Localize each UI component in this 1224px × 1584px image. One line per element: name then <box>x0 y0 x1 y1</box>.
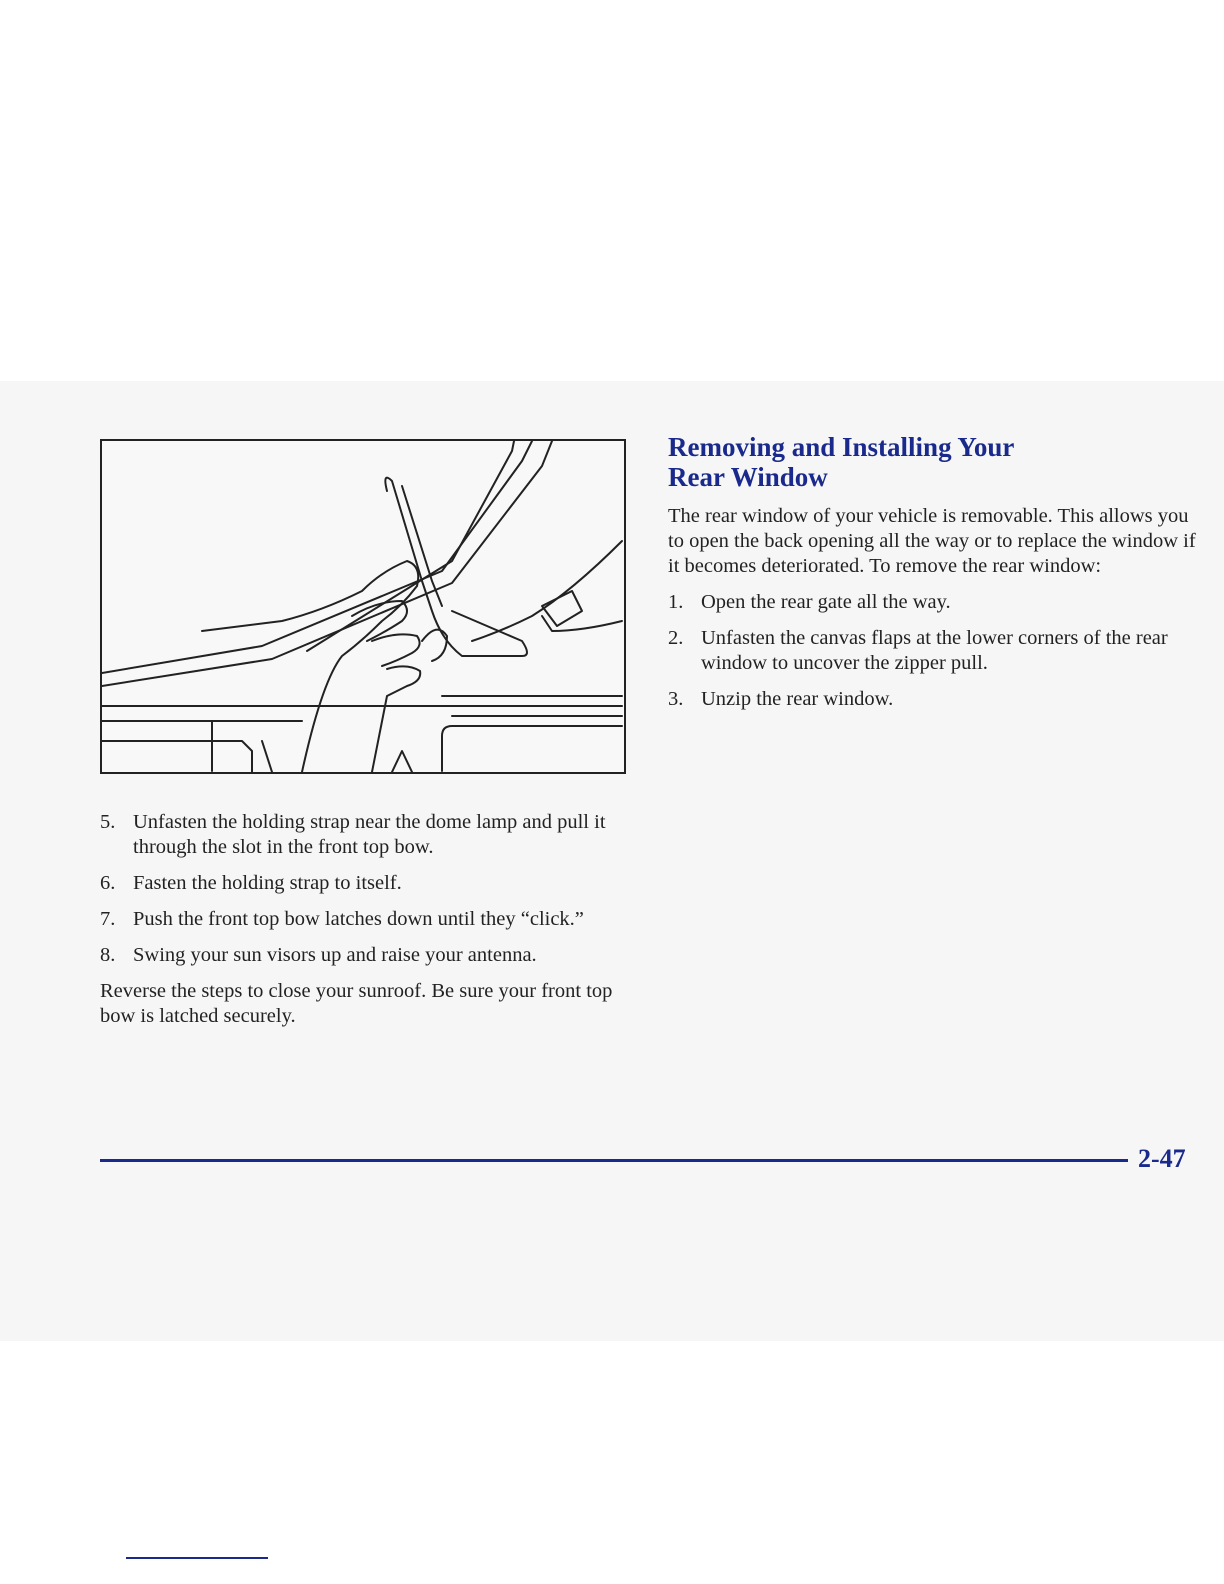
list-item: 1. Open the rear gate all the way. <box>668 591 951 613</box>
list-item: 8. Swing your sun visors up and raise your antenna. <box>100 944 537 966</box>
sunroof-steps-list <box>100 810 620 968</box>
strap-drawing-icon <box>102 441 624 772</box>
list-item: 5. Unfasten the holding strap near the dome lamp and pull it through the slot in the front top bow. <box>100 811 606 858</box>
list-item: 2. Unfasten the canvas flaps at the lower corners of the rear window to uncover the zipper pull. <box>668 627 1168 674</box>
closing-paragraph: Reverse the steps to close your sunroof. Be sure your front top bow is latched securely. <box>100 980 613 1027</box>
list-item: 7. Push the front top bow latches down until they “click.” <box>100 908 584 930</box>
list-item: 3. Unzip the rear window. <box>668 688 894 710</box>
footer-rule <box>100 1159 1128 1162</box>
section-heading: Removing and Installing Your Rear Window <box>668 432 1015 492</box>
sunroof-strap-illustration <box>100 439 626 774</box>
right-column <box>668 432 1198 712</box>
rear-window-steps-list <box>668 590 1198 712</box>
page-number: 2-47 <box>1138 1144 1186 1173</box>
bottom-divider <box>126 1557 268 1559</box>
left-column <box>100 810 620 1029</box>
intro-paragraph: The rear window of your vehicle is removable. This allows you to open the back opening all the way or to replace the window if it becomes deteriorated. To remove the rear window: <box>668 505 1196 577</box>
list-item: 6. Fasten the holding strap to itself. <box>100 872 402 894</box>
